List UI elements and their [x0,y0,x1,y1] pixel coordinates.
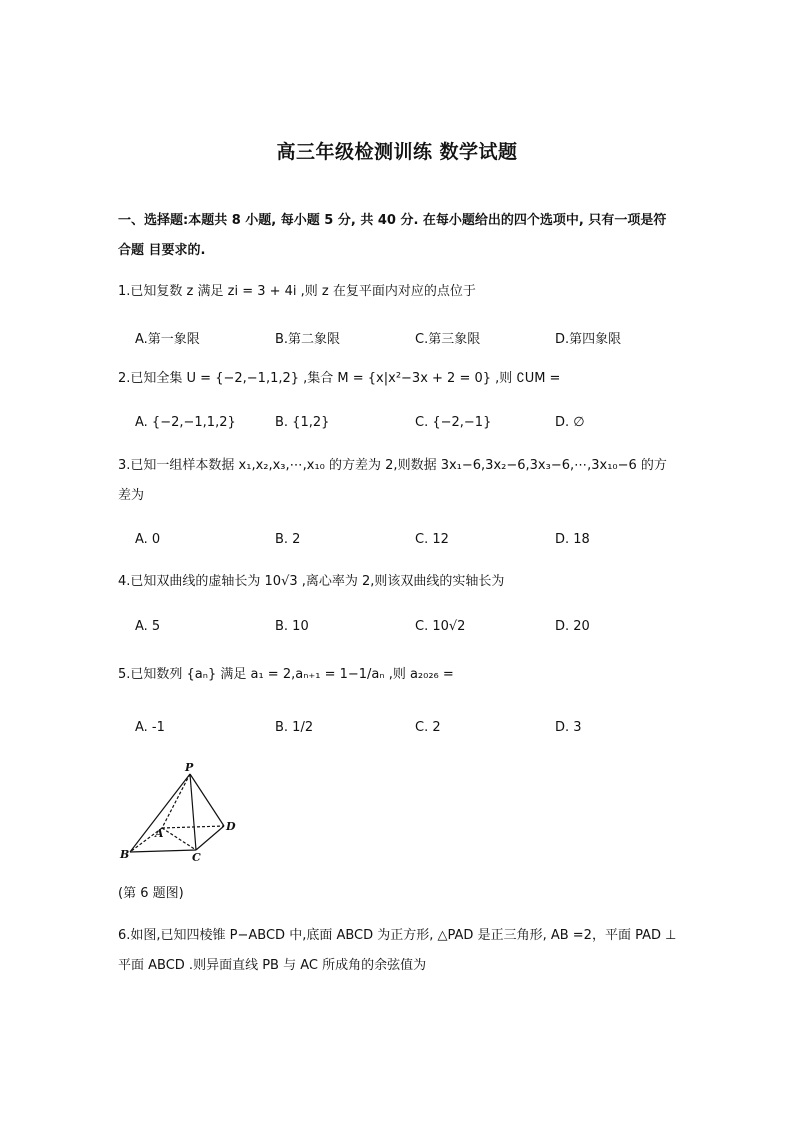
option-b[interactable]: B. 2 [275,532,301,547]
question-3-stem: 3.已知一组样本数据 x₁,x₂,x₃,⋯,x₁₀ 的方差为 2,则数据 3x₁−6,3x₂−6,3x₃−6,⋯,3x₁₀−6 的方差为 [118,458,667,503]
option-a[interactable]: A. 0 [135,532,161,547]
option-c[interactable]: C. {−2,−1} [415,415,492,430]
page-title: 高三年级检测训练 数学试题 [276,141,518,163]
option-d[interactable]: D.第四象限 [555,332,622,347]
option-a[interactable]: A. -1 [135,720,165,735]
option-d[interactable]: D. ∅ [555,415,585,430]
option-b[interactable]: B. {1,2} [275,415,330,430]
question-1-stem: 1.已知复数 z 满足 zi = 3 + 4i ,则 z 在复平面内对应的点位于 [118,284,476,299]
question-5-stem: 5.已知数列 {aₙ} 满足 a₁ = 2,aₙ₊₁ = 1−1/aₙ ,则 a₂₀₂₆ = [118,667,454,682]
edge-pc [190,774,196,850]
figure-caption: (第 6 题图) [118,886,184,901]
question-5-options [135,720,695,744]
option-c[interactable]: C.第三象限 [415,332,481,347]
edge-ad [162,826,224,828]
option-c[interactable]: C. 2 [415,720,441,735]
edge-pd [190,774,224,826]
question-2-options [135,415,695,439]
question-4-options [135,619,695,643]
question-1-options [135,328,695,352]
option-a[interactable]: A. {−2,−1,1,2} [135,415,236,430]
option-a[interactable]: A.第一象限 [135,332,200,347]
question-2-stem: 2.已知全集 U = {−2,−1,1,2} ,集合 M = {x|x²−3x + 2 = 0} ,则 ∁UM = [118,371,561,386]
label-a: A [155,827,164,840]
edge-bc [130,850,196,852]
label-p: P [185,762,194,774]
question-6-stem: 6.如图,已知四棱锥 P−ABCD 中,底面 ABCD 为正方形, △PAD 是正三角形, AB =2，平面 PAD ⊥ 平面 ABCD .则异面直线 PB 与 AC 所成角的余弦值为 [118,928,677,973]
label-b: B [120,848,130,861]
edge-ac [162,828,196,850]
option-d[interactable]: D. 20 [555,619,590,634]
edge-cd [196,826,224,850]
question-3-options [135,532,695,556]
pyramid-figure [118,762,248,862]
question-4-stem: 4.已知双曲线的虚轴长为 10√3 ,离心率为 2,则该双曲线的实轴长为 [118,574,505,589]
option-a[interactable]: A. 5 [135,619,161,634]
label-c: C [192,851,201,862]
option-b[interactable]: B. 10 [275,619,309,634]
option-b[interactable]: B. 1/2 [275,720,314,735]
option-b[interactable]: B.第二象限 [275,332,341,347]
option-c[interactable]: C. 10√2 [415,619,466,634]
label-d: D [226,820,236,833]
edge-pa [162,774,190,828]
option-d[interactable]: D. 18 [555,532,590,547]
option-d[interactable]: D. 3 [555,720,582,735]
section-heading: 一、选择题:本题共 8 小题, 每小题 5 分, 共 40 分. 在每小题给出的四个选项中, 只有一项是符合题 目要求的. [118,213,667,258]
option-c[interactable]: C. 12 [415,532,449,547]
